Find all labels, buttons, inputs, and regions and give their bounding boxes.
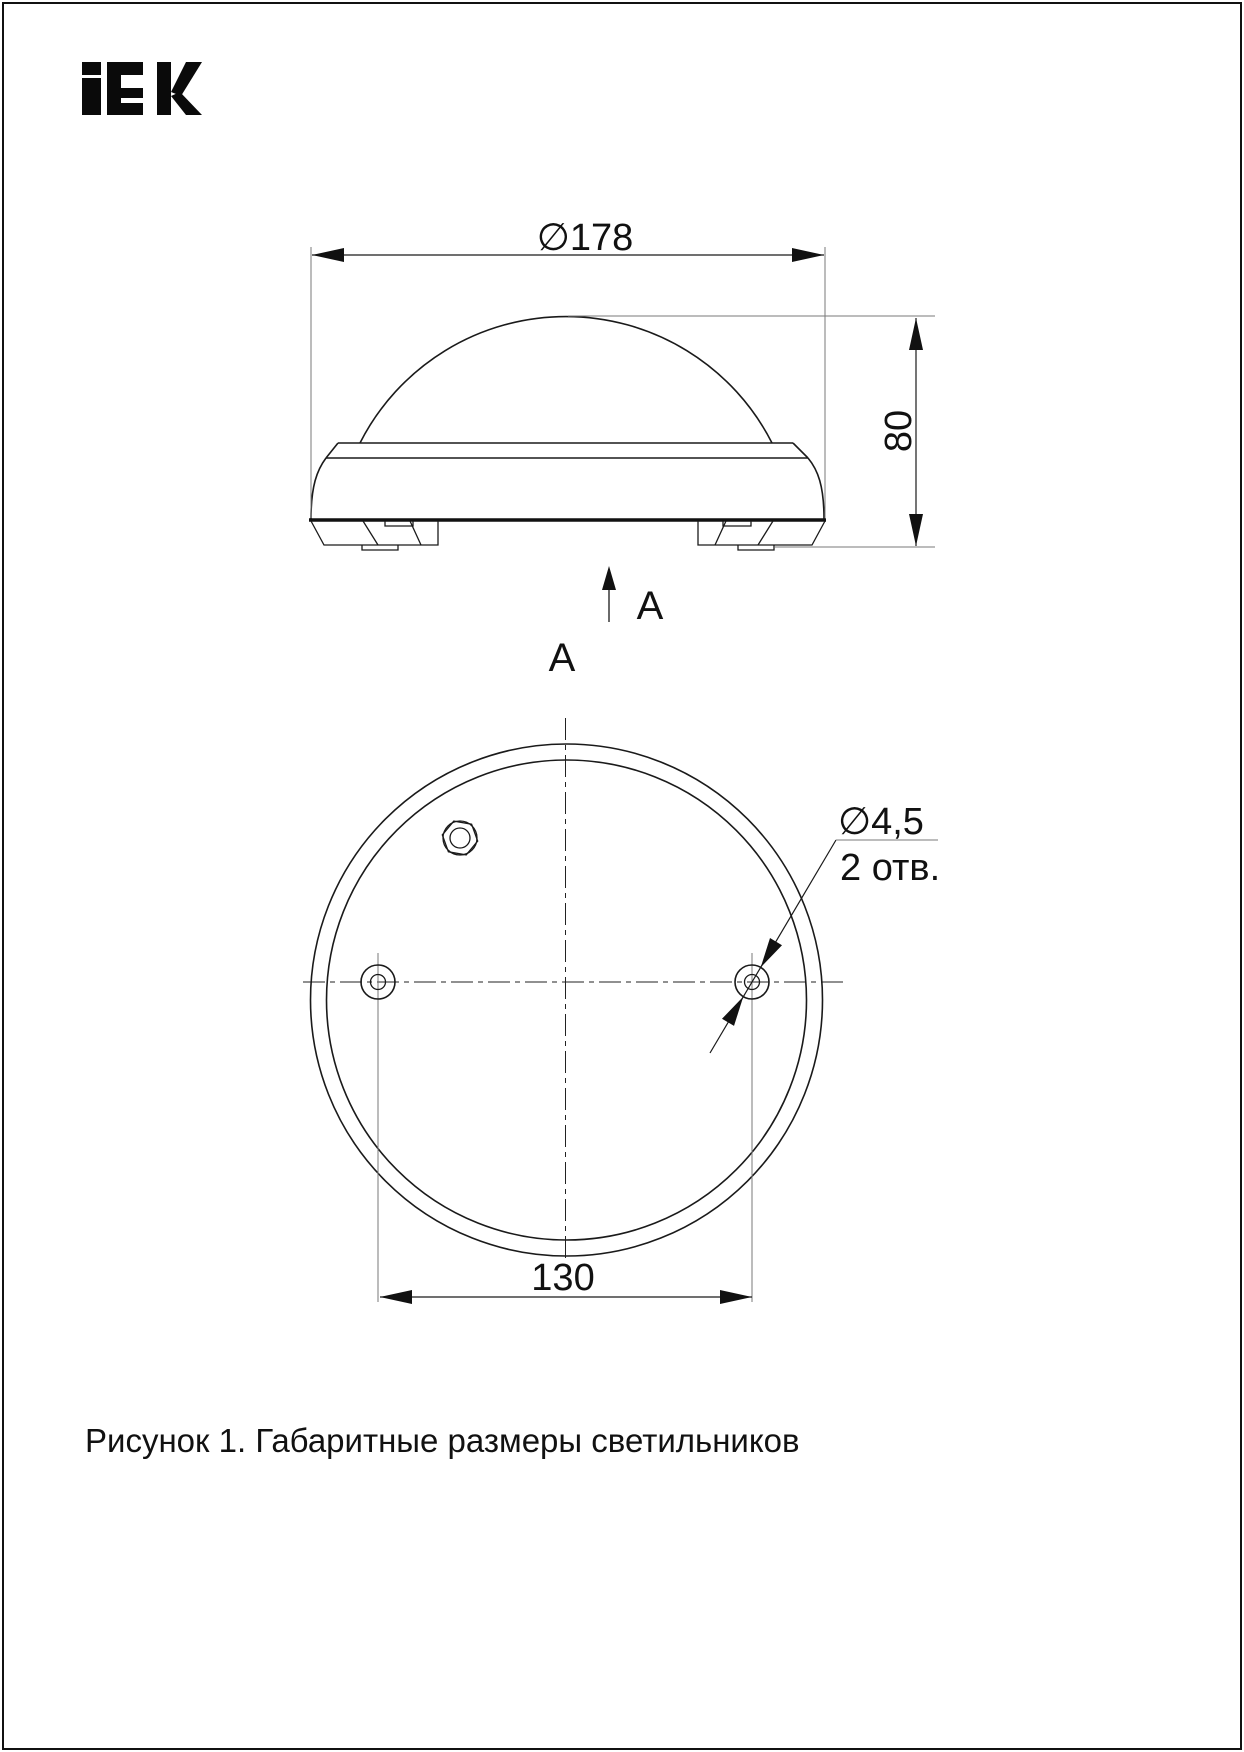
- iek-logo: [82, 62, 202, 115]
- dim-spacing-130: [380, 1257, 752, 1304]
- arrowhead-right-icon: [792, 248, 824, 262]
- left-foot: [311, 521, 438, 550]
- hole-count-label: 2 отв.: [840, 847, 941, 889]
- right-foot: [698, 521, 825, 550]
- dim-height-80: [568, 316, 935, 547]
- section-arrowhead-icon: [602, 566, 616, 590]
- arrowhead-left-icon: [312, 248, 344, 262]
- outer-rim-circle: [311, 744, 823, 1256]
- hole-diameter-label: ∅4,5: [838, 801, 924, 843]
- dome-arc: [360, 317, 772, 443]
- bottom-view: [303, 636, 940, 1304]
- arrowhead-down-icon: [909, 514, 923, 546]
- dim-80-label: 80: [878, 409, 920, 453]
- section-arrow: [602, 566, 664, 628]
- bottom-view-section-label: A: [548, 636, 576, 680]
- leader-arrowhead-upper-icon: [761, 938, 782, 967]
- section-arrow-label: A: [636, 584, 664, 628]
- figure-caption: Рисунок 1. Габаритные размеры светильников: [85, 1422, 800, 1459]
- leader-arrowhead-lower-icon: [722, 997, 743, 1026]
- arrowhead-right-icon: [720, 1290, 752, 1304]
- cable-gland-nut: [442, 821, 477, 855]
- dim-178-label: ∅178: [536, 217, 634, 259]
- dim-130-label: 130: [531, 1257, 595, 1299]
- arrowhead-up-icon: [909, 318, 923, 350]
- side-view: [309, 317, 826, 550]
- mounting-hole-left: [361, 953, 395, 1302]
- dim-diameter-178: [311, 217, 825, 518]
- inner-rim-circle: [327, 760, 807, 1240]
- arrowhead-left-icon: [380, 1290, 412, 1304]
